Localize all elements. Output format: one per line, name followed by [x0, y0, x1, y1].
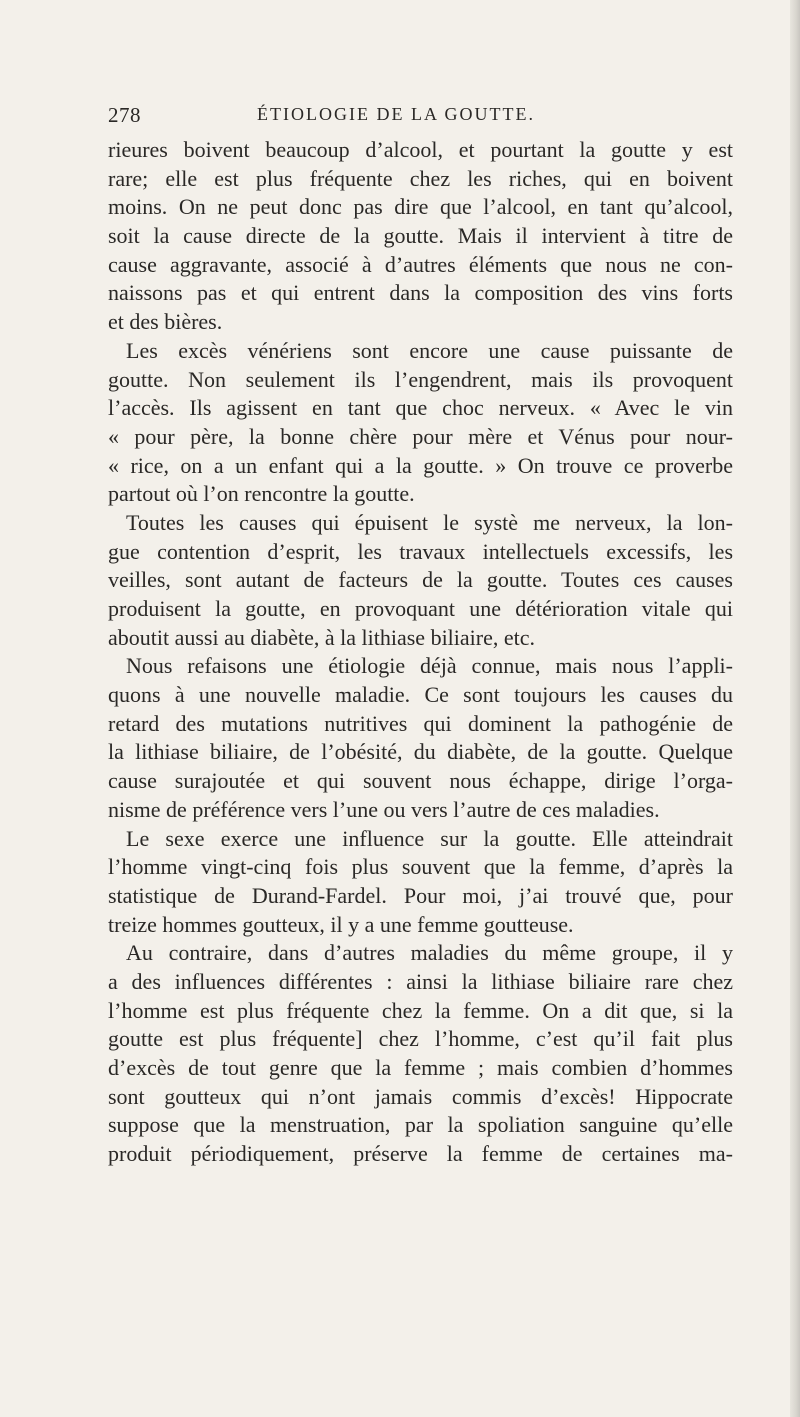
- text-line: et des bières.: [108, 309, 223, 335]
- text-line: moins. On ne peut donc pas dire que l’alcool, en tant qu’alcool,: [108, 194, 733, 220]
- running-head: ÉTIOLOGIE DE LA GOUTTE.: [257, 104, 535, 124]
- text-line: partout où l’on rencontre la goutte.: [108, 481, 415, 507]
- text-line: d’excès de tout genre que la femme ; mais combien d’hommes: [108, 1055, 733, 1080]
- text-line: statistique de Durand-Fardel. Pour moi, j’ai trouvé que, pour: [108, 882, 733, 908]
- text-line: treize hommes goutteux, il y a une femme goutteuse.: [108, 911, 574, 937]
- text-line: l’accès. Ils agissent en tant que choc nerveux. « Avec le vin: [108, 395, 733, 421]
- text-line: Nous refaisons une étiologie déjà connue, mais nous l’appli-: [126, 653, 733, 679]
- text-line: l’homme est plus fréquente chez la femme. On a dit que, si la: [108, 997, 733, 1023]
- text-line: nisme de préférence vers l’une ou vers l’autre de ces maladies.: [108, 796, 660, 822]
- text-line: rieures boivent beaucoup d’alcool, et pourtant la goutte y est: [108, 137, 733, 162]
- page-edge-shadow: [790, 0, 800, 1417]
- text-line: produit périodiquement, préserve la femme de certaines ma-: [108, 1141, 733, 1167]
- text-line: Toutes les causes qui épuisent le systè me nerveux, la lon-: [126, 509, 733, 535]
- text-line: Au contraire, dans d’autres maladies du même groupe, il y: [126, 940, 733, 966]
- text-line: aboutit aussi au diabète, à la lithiase biliaire, etc.: [108, 624, 536, 650]
- text-line: cause aggravante, associé à d’autres éléments que nous ne con-: [108, 251, 733, 277]
- text-line: gue contention d’esprit, les travaux intellectuels excessifs, les: [108, 538, 733, 564]
- text-line: soit la cause directe de la goutte. Mais il intervient à titre de: [108, 223, 733, 249]
- page-header: [108, 103, 728, 131]
- text-line: suppose que la menstruation, par la spoliation sanguine qu’elle: [108, 1112, 733, 1138]
- text-line: a des influences différentes : ainsi la lithiase biliaire rare chez: [108, 968, 733, 994]
- body-text: [108, 136, 733, 1169]
- text-line: naissons pas et qui entrent dans la composition des vins forts: [108, 280, 733, 306]
- text-line: goutte. Non seulement ils l’engendrent, mais ils provoquent: [108, 366, 733, 392]
- text-line: quons à une nouvelle maladie. Ce sont toujours les causes du: [108, 682, 733, 708]
- text-line: Les excès vénériens sont encore une cause puissante de: [126, 337, 733, 363]
- text-line: rare; elle est plus fréquente chez les riches, qui en boivent: [108, 165, 733, 191]
- text-line: retard des mutations nutritives qui dominent la pathogénie de: [108, 710, 733, 736]
- text-line: sont goutteux qui n’ont jamais commis d’excès! Hippocrate: [108, 1083, 733, 1109]
- text-line: la lithiase biliaire, de l’obésité, du diabète, de la goutte. Quelque: [108, 739, 733, 765]
- text-line: l’homme vingt-cinq fois plus souvent que la femme, d’après la: [108, 854, 733, 880]
- text-line: « pour père, la bonne chère pour mère et Vénus pour nour-: [108, 423, 733, 449]
- text-line: goutte est plus fréquente] chez l’homme, c’est qu’il fait plus: [108, 1026, 733, 1052]
- text-line: cause surajoutée et qui souvent nous échappe, dirige l’orga-: [108, 768, 733, 794]
- text-line: veilles, sont autant de facteurs de la goutte. Toutes ces causes: [108, 567, 733, 593]
- text-line: produisent la goutte, en provoquant une détérioration vitale qui: [108, 596, 733, 621]
- text-line: « rice, on a un enfant qui a la goutte. » On trouve ce proverbe: [108, 452, 733, 478]
- text-line: Le sexe exerce une influence sur la goutte. Elle atteindrait: [126, 825, 733, 851]
- page-number: 278: [108, 103, 141, 127]
